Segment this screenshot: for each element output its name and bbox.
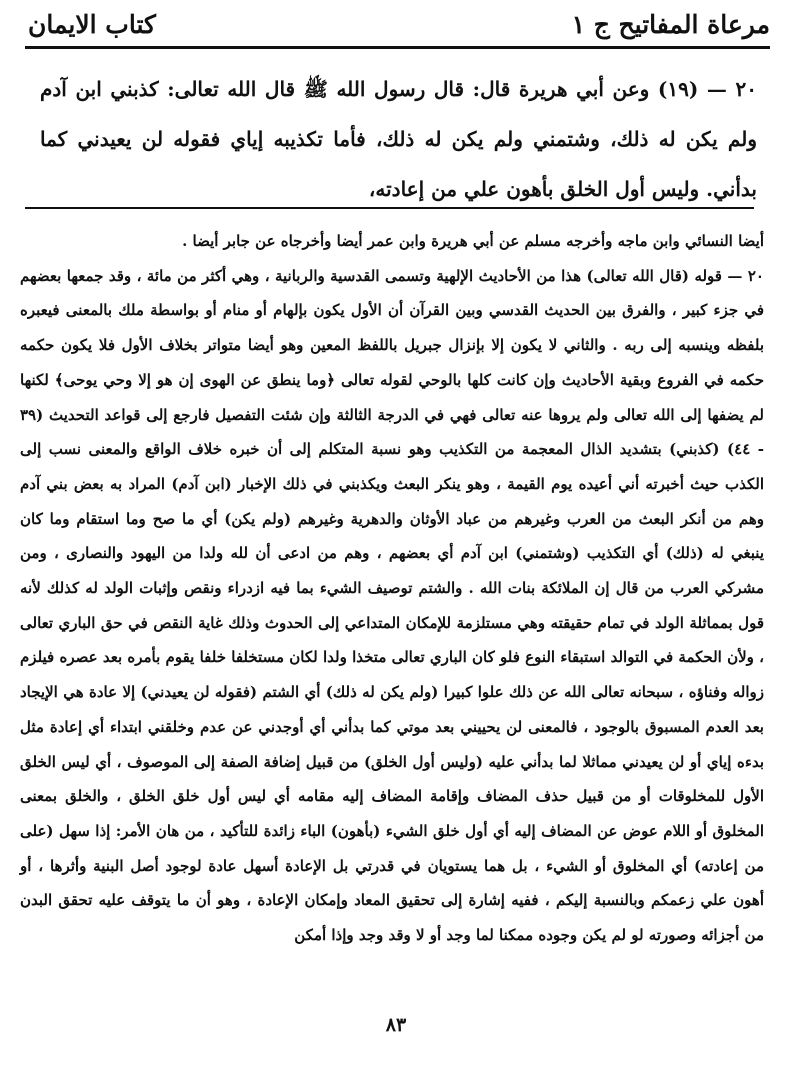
page-number: ٨٣ — [385, 1014, 407, 1036]
commentary-paragraph-continuation: أيضا النسائي وابن ماجه وأخرجه مسلم عن أبي هريرة وابن عمر أيضا وأخرجاه عن جابر أيضا . — [182, 232, 764, 250]
section-divider — [25, 207, 754, 209]
book-title: مرعاة المفاتيح ج ١ — [571, 9, 770, 39]
commentary-block — [20, 224, 764, 953]
running-header — [28, 4, 770, 44]
chapter-title: كتاب الايمان — [28, 9, 156, 39]
commentary-paragraph-main: ٢٠ — قوله (قال الله تعالى) هذا من الأحاديث الإلهية وتسمى القدسية والربانية ، وهي أكثر من مائة ، وقد جمعها بعضهم في جزء كبير ، والفرق بين الحديث القدسي وبين القرآن أن الأول يكون بإلهام أو منام أو بواسطة ملك بالمعنى فيعبره بلفظه وينسبه إلى ربه . والثاني لا يكون إلا بإنزال جبريل باللفظ المعين وهو أيضا متواتر بخلاف الأول فلا يكون حكمه حكمه في الفروع وبقية الأحاديث وإن كانت كلها بالوحي لقوله تعالى ﴿وما ينطق عن الهوى إن هو إلا وحي يوحى﴾ لكنها لم يضفها إلى الله تعالى ولم يروها عنه تعالى فهي في الدرجة الثالثة وإن شئت التفصيل فارجع إلى قواعد التحديث (٣٩ - ٤٤) (كذبني) بتشديد الذال المعجمة من التكذيب وهو نسبة المتكلم إلى أن خبره خلاف الواقع والمعنى نسب إلى الكذب حيث أخبرته أني أعيده يوم القيمة ، وهو ينكر البعث ويكذبني في ذلك الإخبار (ابن آدم) المراد به بعض بني آدم وهم من أنكر البعث من العرب وغيرهم من عباد الأوثان والدهرية وغيرهم (ولم يكن) أي ما صح وما استقام وما كان ينبغي له (ذلك) أي التكذيب (وشتمني) ابن آدم أي بعضهم ، وهم من ادعى أن لله ولدا من اليهود والنصارى ، ومن مشركي العرب من قال إن الملائكة بنات الله . والشتم توصيف الشيء بما فيه ازدراء ونقص وإثبات الولد له كذلك لأنه قول بمماثلة الولد في تمام حقيقته وهي مستلزمة للإمكان المتداعي إلى الحدوث وذلك غاية النقص في حق الباري تعالى ، ولأن الحكمة في التوالد استبقاء النوع فلو كان الباري تعالى متخذا ولدا لكان مستخلفا خلفا يقوم بأمره بعد عصره فيلزم زواله وفناؤه ، سبحانه تعالى الله عن ذلك علوا كبيرا (ولم يكن له ذلك) أي الشتم (فقوله لن يعيدني) إلا عادة هي الإيجاد بعد العدم المسبوق بالوجود ، فالمعنى لن يحييني بعد موتي كما بدأني أي أوجدني عن عدم وخلقني ابتداء أي إعادة مثل بدءه إياي أو لن يعيدني مماثلا لما بدأني عليه (وليس أول الخلق) من قبيل إضافة الصفة إلى الموصوف ، أي ليس الخلق الأول للمخلوقات أو من قبيل حذف المضاف وإقامة المضاف إليه مقامه أي ليس أول خلق الخلق ، والخلق بمعنى المخلوق أو اللام عوض عن المضاف إليه أي أول خلق الشيء (بأهون) الباء زائدة للتأكيد ، من هان الأمر: إذا سهل (على من إعادته) أي المخلوق أو الشيء ، بل هما يستويان في قدرتي بل الإعادة أسهل عادة لوجود أصل البنية وأثرها ، أو أهون علي زعمكم وبالنسبة إليكم ، ففيه إشارة إلى تحقيق المعاد وإمكان الإعادة ، وهو أن ما يتوقف عليه تحقق البدن من أجزائه وصورته لو لم يكن وجوده ممكنا لما وجد أو لا وقد وجد وإذا أمكن — [20, 266, 764, 945]
header-divider — [25, 46, 770, 49]
hadith-text: ٢٠ — (١٩) وعن أبي هريرة قال: قال رسول الله ﷺ قال الله تعالى: كذبني ابن آدم ولم يكن له ذلك، وشتمني ولم يكن له ذلك، فأما تكذيبه إياي فقوله لن يعيدني كما بدأني. وليس أول الخلق بأهون علي من إعادته، — [40, 77, 757, 201]
hadith-text-block — [40, 64, 757, 214]
